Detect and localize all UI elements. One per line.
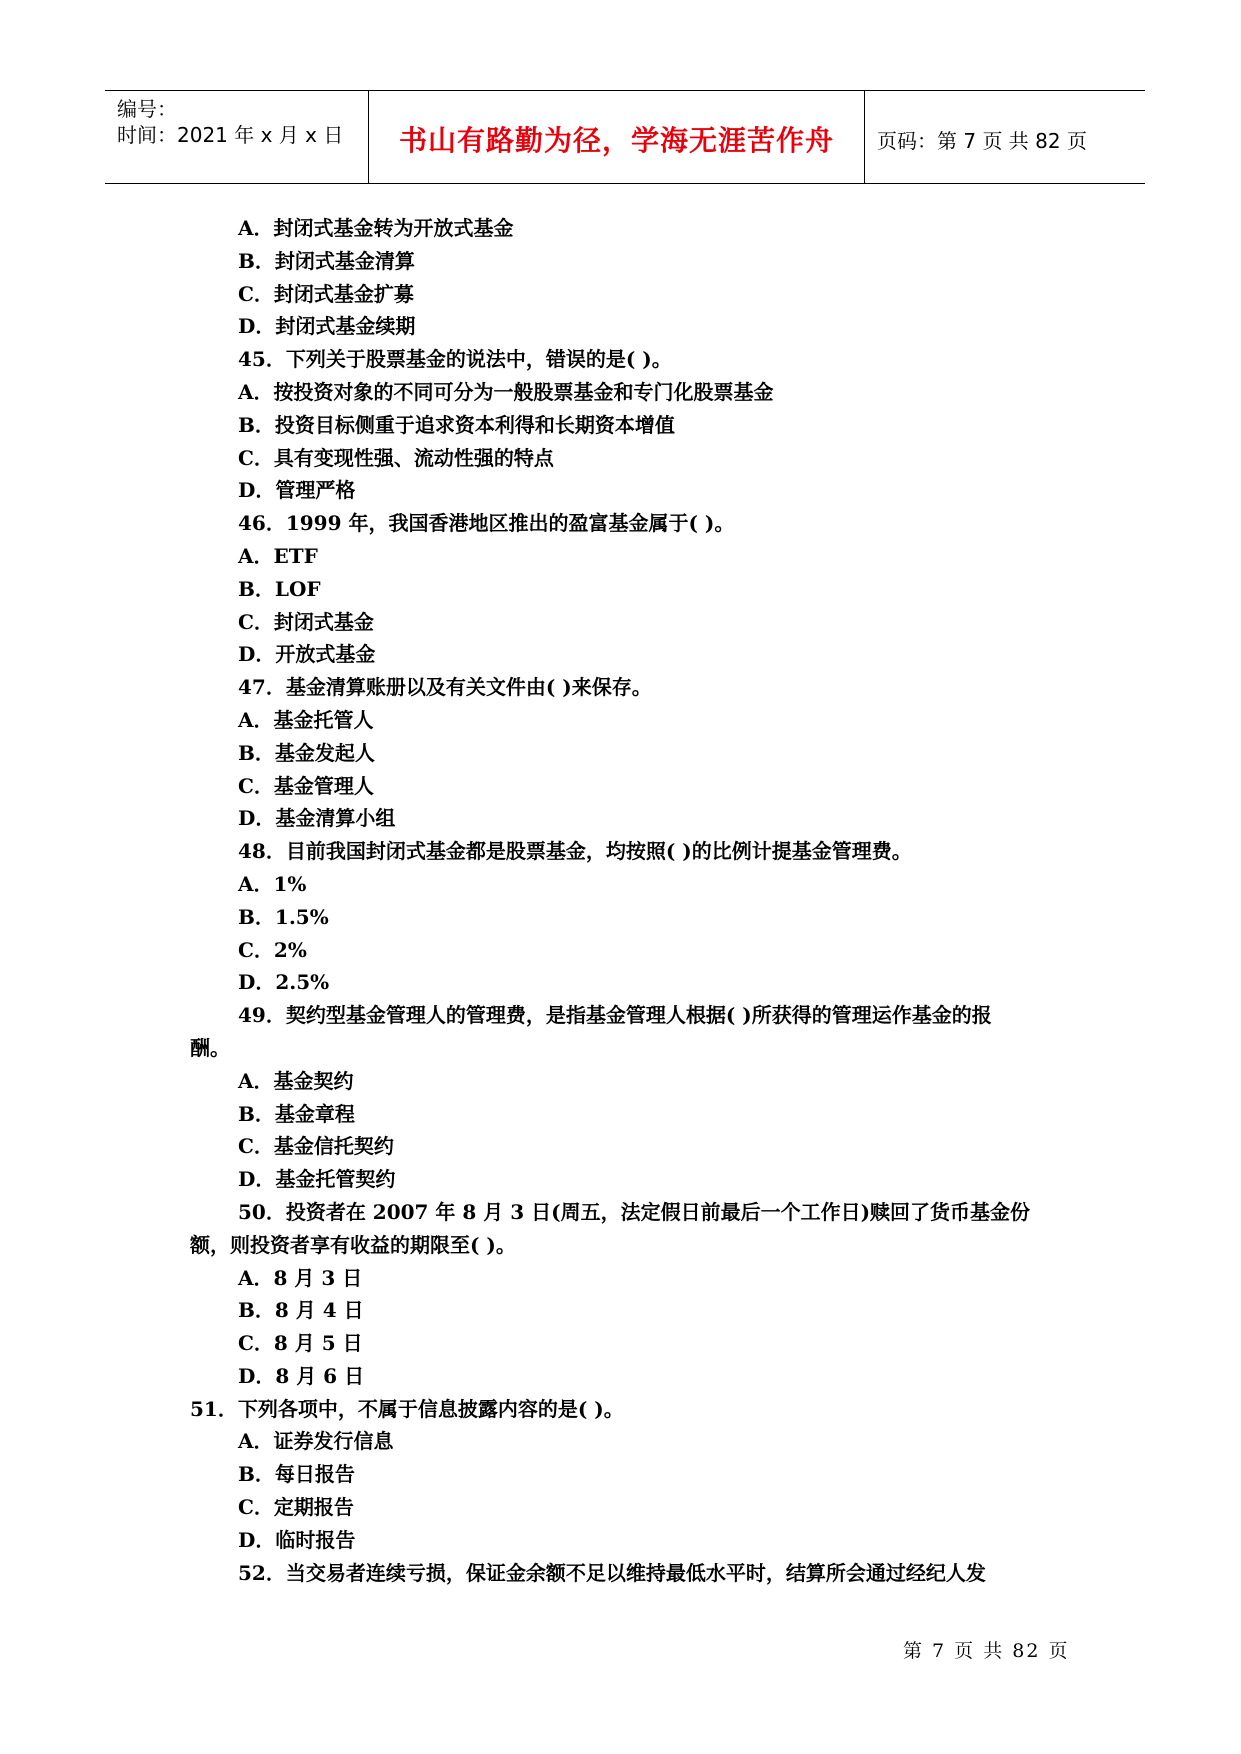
text-line: A．证券发行信息 xyxy=(238,1429,394,1454)
text-line: 48．目前我国封闭式基金都是股票基金，均按照( )的比例计提基金管理费。 xyxy=(238,839,912,864)
motto: 书山有路勤为径，学海无涯苦作舟 xyxy=(398,124,834,157)
text-line: D．8 月 6 日 xyxy=(238,1363,365,1388)
text-line: C．封闭式基金扩募 xyxy=(238,281,414,306)
text-line: D．临时报告 xyxy=(238,1527,356,1552)
text-line: 额，则投资者享有收益的期限至( )。 xyxy=(190,1232,516,1257)
text-line: 52．当交易者连续亏损，保证金余额不足以维持最低水平时，结算所会通过经纪人发 xyxy=(238,1560,986,1585)
text-line: C．定期报告 xyxy=(238,1495,354,1520)
text-line: C．基金信托契约 xyxy=(238,1134,394,1159)
text-line: B．基金章程 xyxy=(238,1101,355,1126)
text-line: D．2.5% xyxy=(238,970,330,995)
text-line: D．封闭式基金续期 xyxy=(238,314,416,339)
text-line: B．每日报告 xyxy=(238,1462,355,1487)
header-right-cell xyxy=(865,91,1145,183)
text-line: 49．契约型基金管理人的管理费，是指基金管理人根据( )所获得的管理运作基金的报 xyxy=(238,1003,992,1028)
text-line: A．基金契约 xyxy=(238,1068,354,1093)
page-info: 页码：第 7 页 共 82 页 xyxy=(877,129,1087,153)
page-header xyxy=(105,90,1145,184)
text-line: A．1% xyxy=(238,871,307,896)
text-line: A．8 月 3 日 xyxy=(238,1265,363,1290)
text-line: A．按投资对象的不同可分为一般股票基金和专门化股票基金 xyxy=(238,379,774,404)
text-line: D．基金清算小组 xyxy=(238,806,396,831)
text-line: C．封闭式基金 xyxy=(238,609,374,634)
text-line: B．投资目标侧重于追求资本利得和长期资本增值 xyxy=(238,412,675,437)
text-line: C．8 月 5 日 xyxy=(238,1331,363,1356)
time-label: 时间：2021 年 x 月 x 日 xyxy=(117,123,344,147)
text-line: 45．下列关于股票基金的说法中，错误的是( )。 xyxy=(238,347,672,372)
text-line: C．2% xyxy=(238,937,307,962)
number-label: 编号： xyxy=(117,97,177,121)
text-line: B．8 月 4 日 xyxy=(238,1298,364,1323)
text-line: C．基金管理人 xyxy=(238,773,374,798)
text-line: B．1.5% xyxy=(238,904,329,929)
text-line: D．管理严格 xyxy=(238,478,356,503)
text-line: D．开放式基金 xyxy=(238,642,376,667)
text-line: C．具有变现性强、流动性强的特点 xyxy=(238,445,554,470)
text-line: 47．基金清算账册以及有关文件由( )来保存。 xyxy=(238,675,652,700)
document-body xyxy=(190,212,1070,1589)
page-footer: 第 7 页 共 82 页 xyxy=(903,1640,1070,1662)
text-line: 50．投资者在 2007 年 8 月 3 日(周五，法定假日前最后一个工作日)赎回了货币基金份 xyxy=(238,1199,1031,1224)
text-line: 51．下列各项中，不属于信息披露内容的是( )。 xyxy=(190,1396,624,1421)
text-line: B．封闭式基金清算 xyxy=(238,248,415,273)
text-line: A．基金托管人 xyxy=(238,707,374,732)
text-line: D．基金托管契约 xyxy=(238,1167,396,1192)
text-line: A．封闭式基金转为开放式基金 xyxy=(238,216,514,240)
text-line: A．ETF xyxy=(238,543,318,568)
text-line: 酬。 xyxy=(190,1035,230,1060)
text-line: B．LOF xyxy=(238,576,321,601)
header-left-cell xyxy=(105,91,369,183)
text-line: B．基金发起人 xyxy=(238,740,375,765)
text-line: 46．1999 年，我国香港地区推出的盈富基金属于( )。 xyxy=(238,511,735,536)
header-center-cell xyxy=(369,91,865,183)
